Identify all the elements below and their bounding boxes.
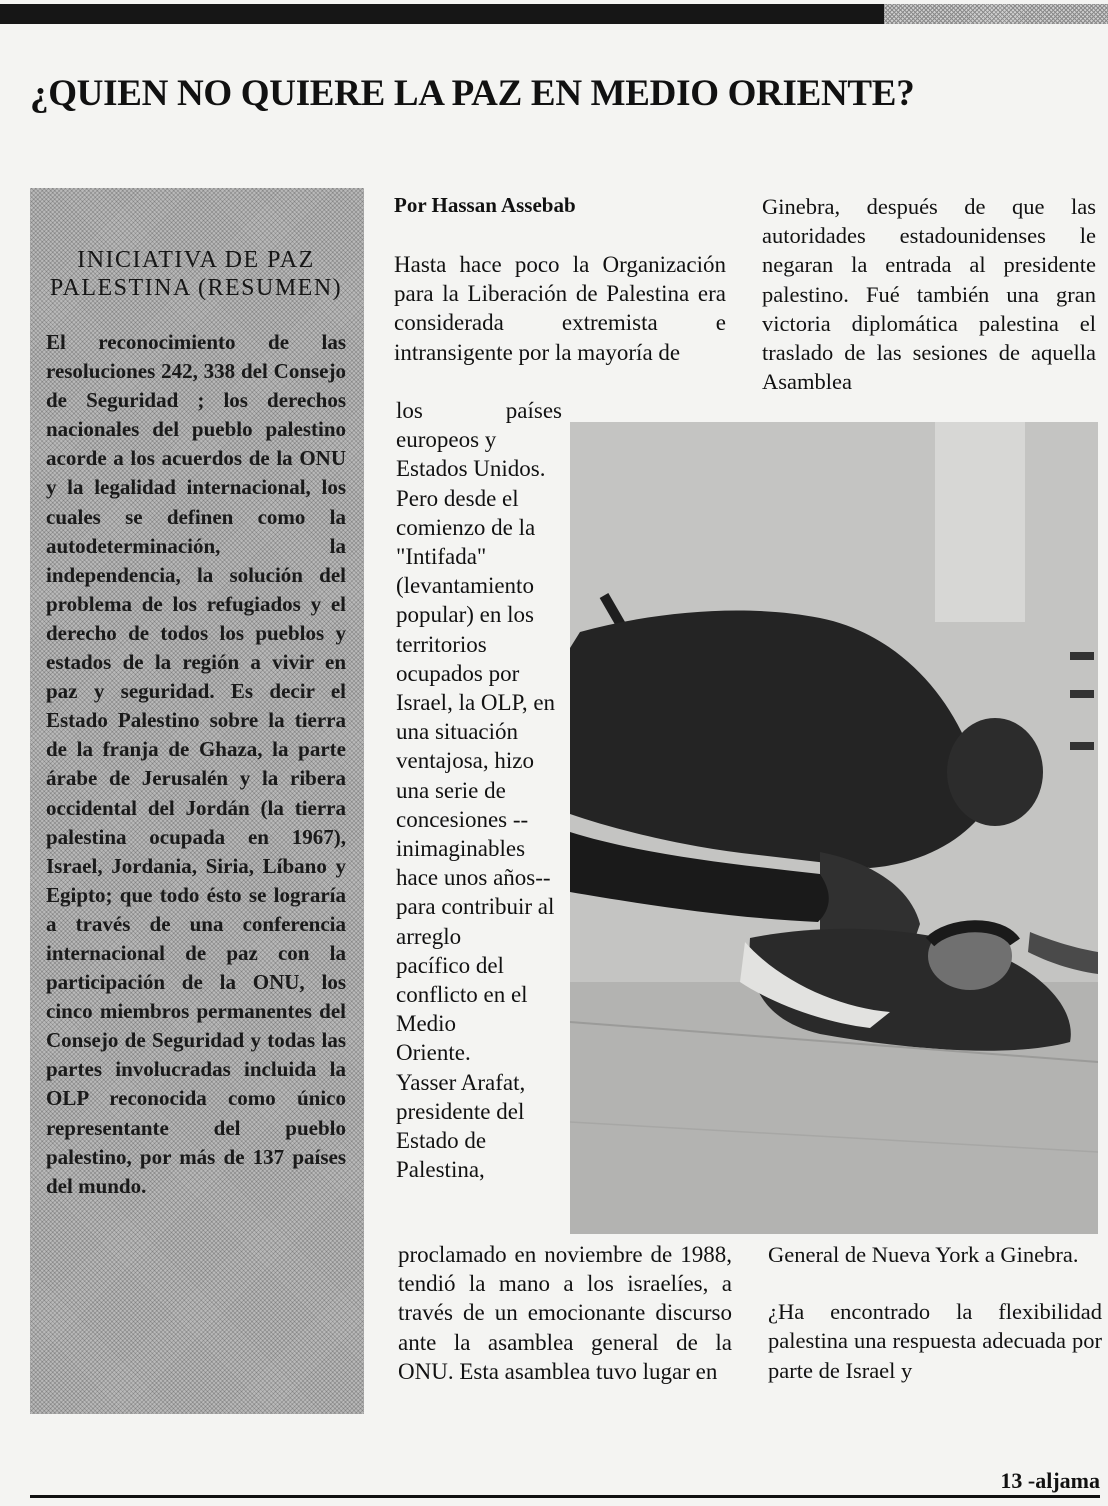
publication-name: aljama <box>1035 1468 1100 1493</box>
page-headline: ¿QUIEN NO QUIERE LA PAZ EN MEDIO ORIENTE? <box>30 73 915 114</box>
article-text: europeos y Estados Unidos. Pero desde el comienzo de la "Intifada" (levantamiento popular) en los territorios ocupados por Israel, la OLP, en una situación ventajosa, hizo una serie de concesiones --inimaginables hace unos años-- para contribuir al <box>396 427 556 920</box>
article-paragraph <box>396 396 562 1184</box>
byline: Por Hassan Assebab <box>394 193 576 217</box>
page-number: 13 <box>1000 1468 1023 1493</box>
article-column-middle-narrow <box>396 396 562 1184</box>
article-text: Yasser Arafat, presidente del Estado de <box>396 1069 526 1154</box>
article-text: pacífico del conflicto en el <box>396 952 528 1008</box>
article-column-middle-bottom <box>398 1240 732 1386</box>
sidebar-box <box>30 188 364 1414</box>
article-column-right-bottom <box>768 1240 1102 1385</box>
article-paragraph: General de Nueva York a Ginebra. <box>768 1242 1079 1267</box>
article-paragraph: proclamado en noviembre de 1988, tendió la mano a los israelíes, a través de un emocionante discurso ante la asamblea general de la ONU. Esta asamblea tuvo lugar en <box>398 1242 732 1384</box>
top-rule-screen-pattern <box>884 4 1108 24</box>
article-photo <box>570 422 1098 1234</box>
top-rule-bar <box>0 4 884 24</box>
sidebar-text: El reconocimiento de las resoluciones 242, 338 del Consejo de Seguridad ; los derechos nacionales del pueblo palestino acorde a los acuerdos de la ONU y la legalidad internacional, los cuales se definen como la autodeterminación, la independencia, la solución del problema de los refugiados y el derecho de todos los pueblos y estados de la región a vivir en paz y seguridad. Es decir el Estado Palestino sobre la tierra de la franja de Ghaza, la parte árabe de Jerusalén y la ribera occidental del Jordán (la tierra palestina ocupada en 1967), Israel, Jordania, Siria, Líbano y Egipto; que todo ésto se lograría a través de una conferencia internacional de paz con la participación de la ONU, los cinco miembros permanentes del Consejo de Seguridad y todas las partes involucradas incluida la OLP reconocida como único representante del pueblo palestino, por más de 137 países del mundo. <box>46 330 346 1198</box>
bottom-rule <box>30 1495 1100 1498</box>
sidebar-title: INICIATIVA DE PAZ PALESTINA (RESUMEN) <box>49 247 343 301</box>
article-paragraph: ¿Ha encontrado la flexibilidad palestina una respuesta adecuada por parte de Israel y <box>768 1299 1102 1383</box>
page-footer <box>1000 1468 1100 1494</box>
photo-illustration <box>570 422 1098 1234</box>
article-line: Medio <box>396 1011 457 1037</box>
article-column-middle-top <box>394 250 726 367</box>
footer-separator: - <box>1027 1468 1036 1493</box>
article-column-right-top <box>762 192 1096 396</box>
article-line: Oriente. <box>396 1040 471 1066</box>
article-line: Palestina, <box>396 1157 485 1183</box>
article-paragraph: Hasta hace poco la Organización para la Liberación de Palestina era considerada extremista e intransigente por la mayoría de <box>394 252 726 365</box>
article-line: los países <box>396 398 562 423</box>
article-paragraph: Ginebra, después de que las autoridades estadounidenses le negaran la entrada al presidente palestino. Fué también una gran victoria diplomática palestina el traslado de las sesiones de aquella Asamblea <box>762 194 1096 395</box>
article-line: arreglo <box>396 923 462 949</box>
